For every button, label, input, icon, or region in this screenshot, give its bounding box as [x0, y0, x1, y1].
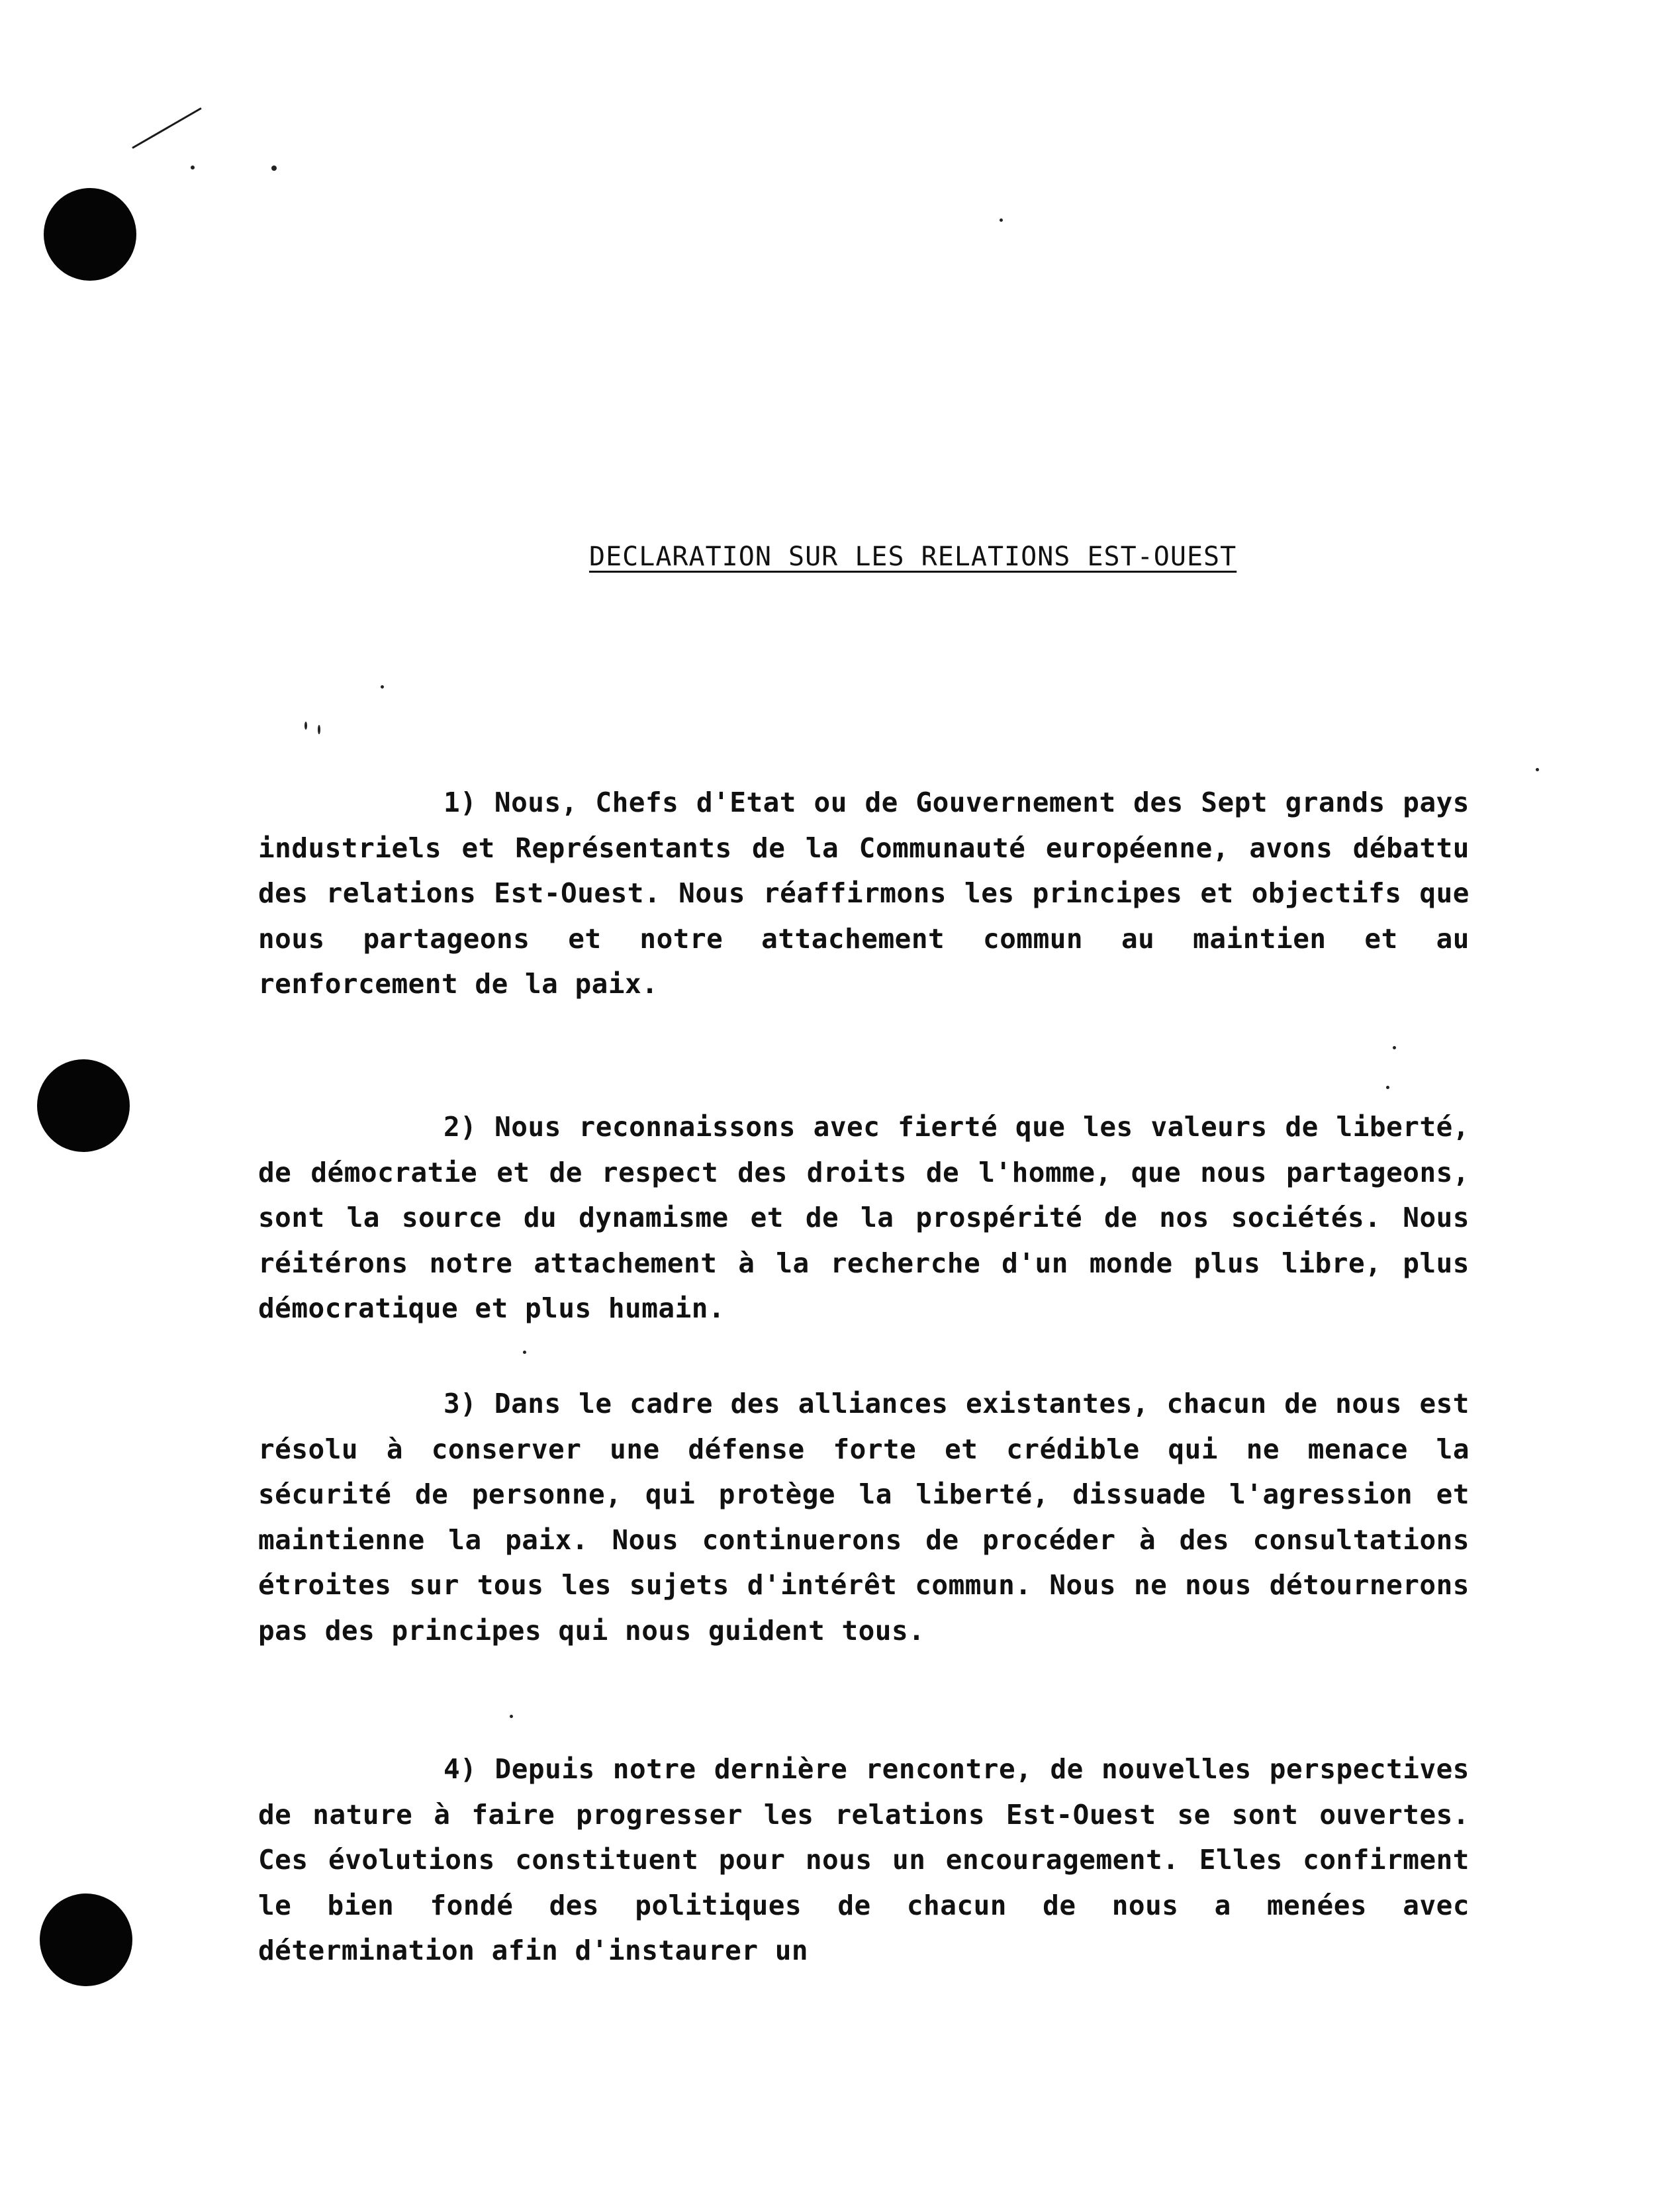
scan-speck — [191, 166, 195, 169]
scan-speck — [1386, 1086, 1389, 1089]
paragraph-4: 4) Depuis notre dernière rencontre, de nouvelles perspectives de nature à faire progresser les relations Est-Ouest se sont ouvertes. Ces évolutions constituent pour nous un encouragement. Elles confirment le bien fondé des politiques de chacun de nous a menées avec détermination afin d'instaurer un — [258, 1753, 1470, 1966]
scan-speck — [381, 685, 384, 689]
binder-hole — [37, 1059, 130, 1152]
scan-speck — [318, 725, 320, 734]
scan-mark — [132, 107, 201, 149]
paragraph-1: 1) Nous, Chefs d'Etat ou de Gouvernement des Sept grands pays industriels et Représentants de la Communauté européenne, avons débattu des relations Est-Ouest. Nous réaffirmons les principes et objectifs que nous partageons et notre attachement commun au maintien et au renforcement de la paix. — [258, 787, 1470, 1000]
binder-hole — [40, 1893, 132, 1986]
scan-speck — [1393, 1046, 1396, 1049]
scan-speck — [1000, 218, 1003, 222]
scan-speck — [1536, 768, 1539, 771]
scan-speck — [304, 722, 307, 730]
paragraph-3: 3) Dans le cadre des alliances existantes, chacun de nous est résolu à conserver une défense forte et crédible qui ne menace la sécurité de personne, qui protège la liberté, dissuade l'agression et maintienne la paix. Nous continuerons de procéder à des consultations étroites sur tous les sujets d'intérêt commun. Nous ne nous détournerons pas des principes qui nous guident tous. — [258, 1388, 1470, 1647]
scan-speck — [523, 1351, 526, 1354]
paragraph-2: 2) Nous reconnaissons avec fierté que les valeurs de liberté, de démocratie et de respect des droits de l'homme, que nous partageons, sont la source du dynamisme et de la prospérité de nos sociétés. Nous réitérons notre attachement à la recherche d'un monde plus libre, plus démocratique et plus humain. — [258, 1111, 1470, 1324]
scan-speck — [510, 1715, 513, 1718]
binder-hole — [44, 188, 136, 281]
scan-speck — [271, 166, 277, 171]
document-title: DECLARATION SUR LES RELATIONS EST-OUEST — [589, 542, 1237, 572]
